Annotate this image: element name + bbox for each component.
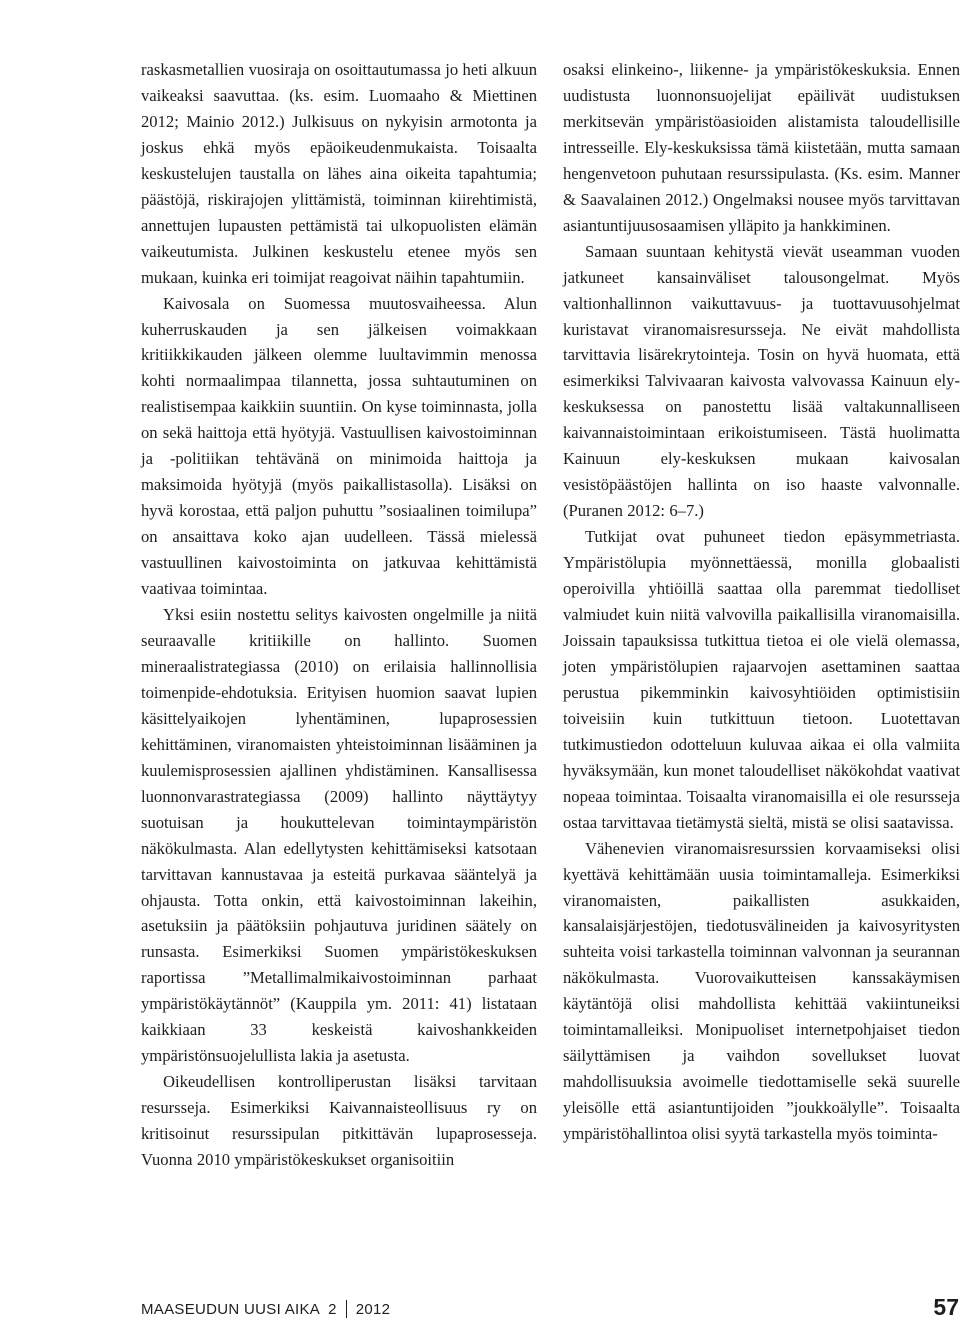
right-text-column xyxy=(563,57,960,1147)
publication-year: 2012 xyxy=(355,1300,391,1318)
footer-divider xyxy=(346,1300,347,1318)
publication-title: MAASEUDUN UUSI AIKA xyxy=(141,1300,321,1318)
body-paragraph: raskasmetallien vuosiraja on osoittautumassa jo heti alkuun vaikeaksi saavuttaa. (ks. esim. Luomaaho & Miettinen 2012; Mainio 2012.) Julkisuus on nykyisin armotonta ja joskus ehkä myös epäoikeudenmukaista. Toisaalta keskustelujen taustalla on lähes aina oikeita tapahtumia; päästöjä, riskirajojen ylittämistä, toiminnan kiirehtimistä, annettujen lupausten pettämistä tai ulkopuolisten elämän vaikeutumista. Julkinen keskustelu etenee myös sen mukaan, kuinka eri toimijat reagoivat näihin tapahtumiin. xyxy=(141,60,537,287)
body-paragraph: Vähenevien viranomaisresurssien korvaamiseksi olisi kyettävä kehittämään uusia toimintamalleja. Esimerkiksi viranomaisten, paikallisten asukkaiden, kansalaisjärjestöjen, tiedotusvälineiden ja kaivosyritysten suhteita voisi tarkastella toiminnan valvonnan ja seurannan näkökulmasta. Vuorovaikutteisen kanssakäymisen käytäntöjä olisi mahdollista kehittää vakiintuneiksi toimintamalleiksi. Monipuoliset internetpohjaiset tiedon säilyttämisen ja vaihdon sovellukset luovat mahdollisuuksia avoimelle tiedottamiselle sekä suurelle yleisölle että asiantuntijoiden ”joukkoälylle”. Toisaalta ympäristöhallintoa olisi syytä tarkastella myös toiminta- xyxy=(563,838,960,1144)
body-paragraph: Yksi esiin nostettu selitys kaivosten ongelmille ja niitä seuraavalle kritiikille on hallinto. Suomen mineraalistrategiassa (2010) on erilaisia hallinnollisia toimenpide-ehdotuksia. Erityisen huomion saavat lupien käsittelyaikojen lyhentäminen, lupaprosessien kehittäminen, viranomaisten yhteistoiminnan lisääminen ja kuulemisprosessien ajallinen yhdistäminen. Kansallisessa luonnonvarastrategiassa (2009) hallinto näyttäytyy suotuisan ja houkuttelevan toimintaympäristön näkökulmasta. Alan edellytysten kehittämiseksi katsotaan tarvittavan kannustavaa ja esteitä purkavaa sääntelyä ja ohjausta. Totta onkin, että kaivostoiminnan lakeihin, asetuksiin ja päätöksiin pohjautuva juridinen säätely on runsasta. Esimerkiksi Suomen ympäristökeskuksen raportissa ”Metallimalmikaivostoiminnan parhaat ympäristökäytännöt” (Kauppila ym. 2011: 41) listataan kaikkiaan 33 keskeistä kaivoshankkeiden ympäristönsuojelullista lakia ja asetusta. xyxy=(141,605,537,1066)
body-paragraph: Kaivosala on Suomessa muutosvaiheessa. Alun kuherruskauden ja sen jälkeisen voimakkaan kritiikkikauden jälkeen olemme luultavimmin menossa kohti normaalimpaa tilannetta, jossa suhtautuminen on realistisempaa kaikkiin suuntiin. On kyse toiminnasta, jolla on sekä haittoja että hyötyjä. Vastuullisen kaivostoiminnan ja -politiikan tehtävänä on minimoida haittoja ja maksimoida hyötyjä (myös paikallistasolla). Lisäksi on hyvä korostaa, että paljon puhuttu ”sosiaalinen toimilupa” on ansaittava koko ajan uudelleen. Tässä mielessä vastuullinen kaivostoiminta on jatkuvaa kehittämistä vaativaa toimintaa. xyxy=(141,293,537,599)
left-text-column xyxy=(141,57,537,1173)
page-footer xyxy=(141,1294,960,1324)
issue-number: 2 xyxy=(328,1300,337,1318)
body-paragraph: Tutkijat ovat puhuneet tiedon epäsymmetriasta. Ympäristölupia myönnettäessä, monilla globaalisti operoivilla yhtiöillä saattaa olla paremmat tiedolliset valmiudet kuin niitä valvovilla paikallisilla viranomaisilla. Joissain tapauksissa tutkittua tietoa ei ole vielä olemassa, joten ympäristölupien rajaarvojen asettaminen saattaa perustua pikemminkin kaivosyhtiöiden optimistisiin toiveisiin kuin tutkittuun tietoon. Luotettavan tutkimustiedon odotteluun kuluvaa aikaa ei olla valmiita hyväksymään, kun monet taloudelliset näkökohdat vaativat nopeaa toimintaa. Toisaalta viranomaisilla ei ole resursseja ostaa tarvittavaa tietämystä sieltä, mistä se olisi saatavissa. xyxy=(563,527,960,832)
body-paragraph: Oikeudellisen kontrolliperustan lisäksi tarvitaan resursseja. Esimerkiksi Kaivannaisteollisuus ry on kritisoinut resurssipulan pitkittävän lupaprosesseja. Vuonna 2010 ympäristökeskukset organisoitiin xyxy=(141,1072,537,1170)
body-paragraph: osaksi elinkeino-, liikenne- ja ympäristökeskuksia. Ennen uudistusta luonnonsuojelijat epäilivät uudistuksen merkitsevän ympäristöasioiden alistamista taloudellisille intresseille. Ely-keskuksissa tämä kiistetään, mutta samaan hengenvetoon puhutaan resurssipulasta. (Ks. esim. Manner & Saavalainen 2012.) Ongelmaksi nousee myös tarvittavan asiantuntijuusosaamisen ylläpito ja hankkiminen. xyxy=(563,60,960,235)
publication-info xyxy=(141,1300,390,1318)
body-paragraph: Samaan suuntaan kehitystä vievät useamman vuoden jatkuneet kansainväliset talousongelmat. Myös valtionhallinnon vaikuttavuus- ja tuottavuusohjelmat kuristavat viranomaisresursseja. Ne eivät mahdollista tarvittavia lisärekrytointeja. Tosin on hyvä huomata, että esimerkiksi Talvivaaran kaivosta valvovassa Kainuun ely-keskuksessa on panostettu lisää valtakunnalliseen kaivannaistoimintaan erikoistumiseen. Tästä huolimatta Kainuun ely-keskuksen mukaan kaivosalan vesistöpäästöjen hallinta on iso haaste valvonnalle. (Puranen 2012: 6–7.) xyxy=(563,241,960,521)
page-number: 57 xyxy=(933,1294,959,1320)
